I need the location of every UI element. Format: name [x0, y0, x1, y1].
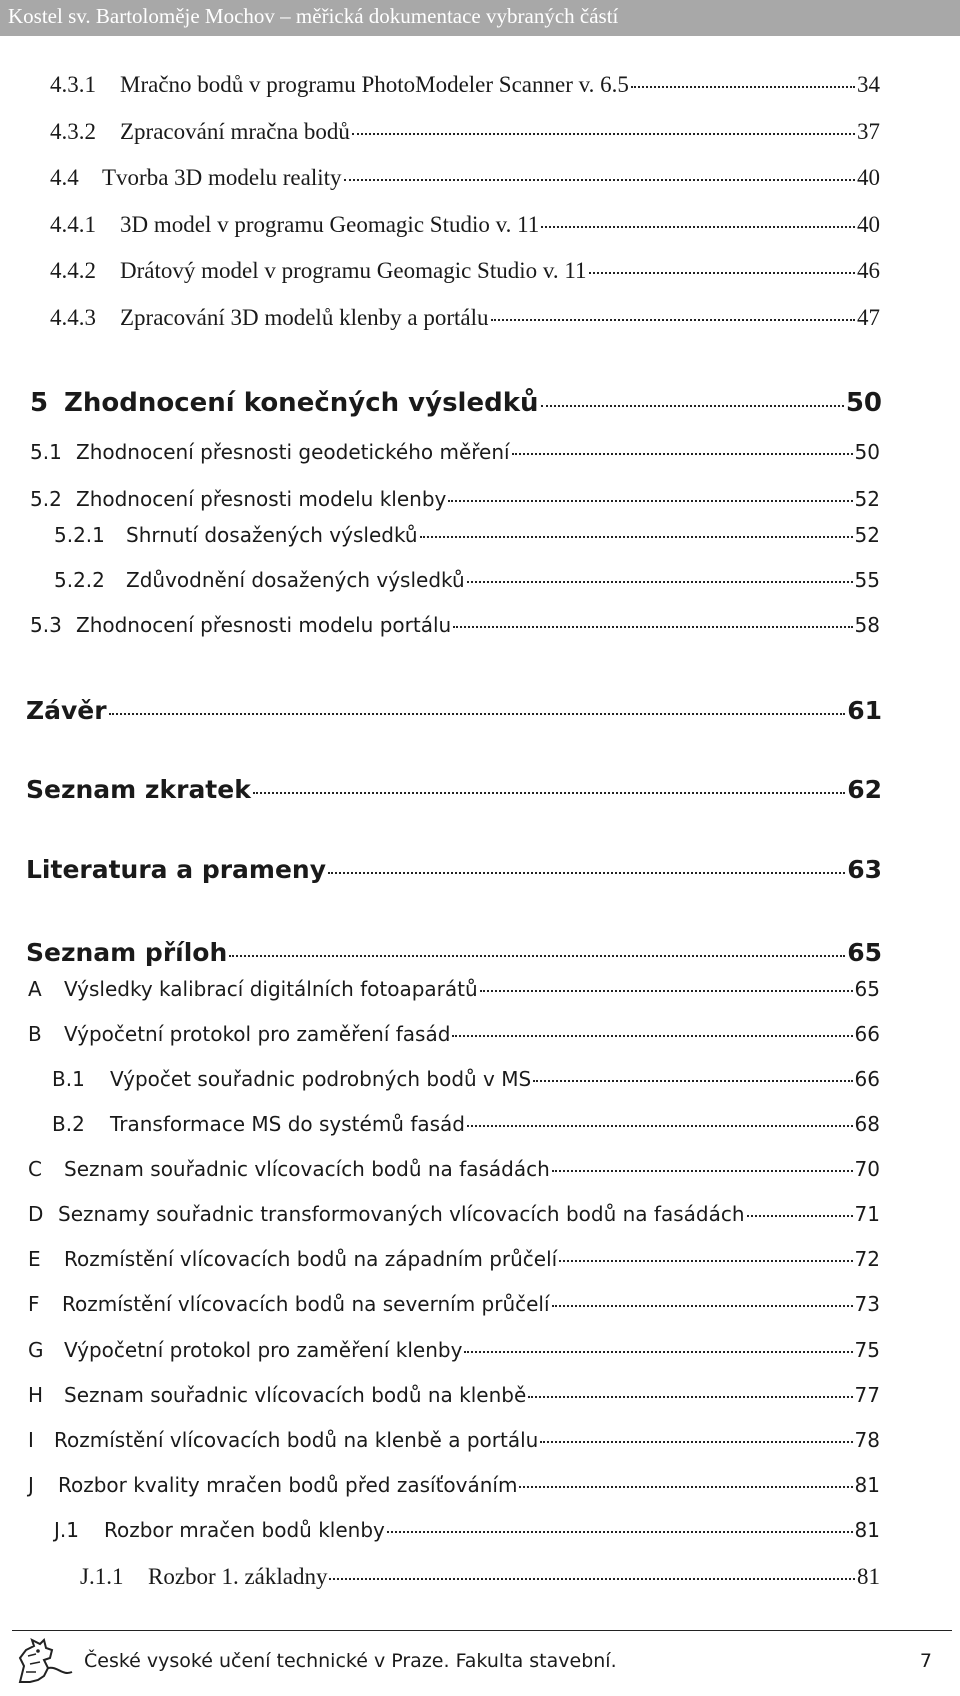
toc-entry[interactable] — [54, 570, 880, 590]
toc-entry[interactable] — [28, 1430, 880, 1450]
toc-entry[interactable] — [28, 979, 880, 999]
toc-entry-title: Zhodnocení přesnosti modelu portálu — [76, 613, 452, 637]
toc-dot-leader — [540, 1441, 852, 1443]
toc-entry-page: 65 — [854, 977, 880, 1001]
toc-entry-number: A — [28, 977, 42, 1001]
toc-chapter-entry[interactable] — [26, 777, 882, 802]
toc-entry[interactable] — [30, 615, 880, 635]
toc-entry-number: 4.4.1 — [50, 212, 96, 237]
toc-entry[interactable] — [52, 1069, 880, 1089]
toc-entry-title: Výpočet souřadnic podrobných bodů v MS — [110, 1067, 532, 1091]
toc-entry-number: 4.3.1 — [50, 72, 96, 97]
toc-entry[interactable] — [50, 259, 880, 282]
toc-chapter-entry[interactable] — [26, 857, 882, 882]
toc-entry-number: 4.4.3 — [50, 305, 96, 330]
toc-entry[interactable] — [28, 1294, 880, 1314]
toc-entry-title: Rozmístění vlícovacích bodů na severním průčelí — [62, 1292, 550, 1316]
toc-entry-page: 50 — [854, 440, 880, 464]
toc-entry-number: H — [28, 1383, 44, 1407]
toc-entry-number: 5.3 — [30, 613, 62, 637]
toc-dot-leader — [344, 179, 855, 181]
toc-entry-page: 81 — [857, 1564, 880, 1589]
toc-entry-number: D — [28, 1202, 44, 1226]
toc-entry-title: Rozmístění vlícovacích bodů na západním průčelí — [64, 1247, 558, 1271]
toc-entry-title: Seznam zkratek — [26, 775, 251, 804]
toc-entry[interactable] — [30, 442, 880, 462]
toc-dot-leader — [387, 1531, 853, 1533]
toc-entry-number: J.1 — [54, 1518, 79, 1542]
toc-entry-number: B.1 — [52, 1067, 85, 1091]
toc-dot-leader — [352, 133, 855, 135]
toc-entry-title: Seznam souřadnic vlícovacích bodů na klenbě — [64, 1383, 527, 1407]
toc-entry[interactable] — [28, 1159, 880, 1179]
toc-dot-leader — [467, 1125, 853, 1127]
toc-entry-title: Shrnutí dosažených výsledků — [126, 523, 418, 547]
toc-entry-page: 34 — [857, 72, 880, 97]
toc-entry-page: 77 — [854, 1383, 880, 1407]
toc-entry-title: Zpracování mračna bodů — [120, 119, 350, 144]
toc-dot-leader — [631, 86, 855, 88]
toc-dot-leader — [552, 1305, 853, 1307]
toc-entry-page: 37 — [857, 119, 880, 144]
toc-entry-page: 40 — [857, 212, 880, 237]
toc-entry-page: 52 — [854, 523, 880, 547]
toc-dot-leader — [533, 1080, 852, 1082]
toc-dot-leader — [541, 226, 855, 228]
toc-entry-number: J — [28, 1473, 34, 1497]
toc-entry-title: Tvorba 3D modelu reality — [102, 165, 342, 190]
toc-entry-title: Zhodnocení konečných výsledků — [64, 388, 539, 418]
toc-entry-number: I — [28, 1428, 34, 1452]
toc-dot-leader — [448, 500, 852, 502]
toc-entry-number: G — [28, 1338, 44, 1362]
toc-entry-title: Transformace MS do systémů fasád — [110, 1112, 465, 1136]
toc-entry-number: E — [28, 1247, 41, 1271]
toc-dot-leader — [512, 453, 853, 455]
toc-entry-page: 66 — [854, 1022, 880, 1046]
toc-entry[interactable] — [30, 489, 880, 509]
toc-entry-title: Rozbor kvality mračen bodů před zasíťováním — [58, 1473, 518, 1497]
toc-entry-title: Rozbor 1. základny — [148, 1564, 328, 1589]
toc-entry[interactable] — [50, 213, 880, 236]
toc-entry-title: Zhodnocení přesnosti modelu klenby — [76, 487, 447, 511]
toc-entry-page: 70 — [854, 1157, 880, 1181]
toc-entry[interactable] — [50, 306, 880, 329]
toc-dot-leader — [464, 1351, 852, 1353]
toc-entry-title: Mračno bodů v programu PhotoModeler Scanner v. 6.5 — [120, 72, 629, 97]
toc-entry-page: 61 — [847, 696, 882, 725]
toc-dot-leader — [253, 792, 845, 794]
toc-entry-page: 75 — [854, 1338, 880, 1362]
toc-entry-title: Rozbor mračen bodů klenby — [104, 1518, 385, 1542]
toc-dot-leader — [480, 990, 853, 992]
toc-entry-title: Výpočetní protokol pro zaměření fasád — [64, 1022, 451, 1046]
toc-entry-title: Zpracování 3D modelů klenby a portálu — [120, 305, 489, 330]
toc-entry[interactable] — [50, 73, 880, 96]
toc-entry-number: 5.2 — [30, 487, 62, 511]
toc-entry-title: 3D model v programu Geomagic Studio v. 11 — [120, 212, 540, 237]
toc-chapter-entry[interactable] — [26, 940, 882, 965]
toc-entry-page: 40 — [857, 165, 880, 190]
toc-entry-number: 4.4.2 — [50, 258, 96, 283]
toc-entry-number: C — [28, 1157, 42, 1181]
toc-entry-page: 50 — [845, 388, 882, 418]
toc-entry-page: 78 — [854, 1428, 880, 1452]
toc-dot-leader — [109, 713, 846, 715]
toc-chapter-entry[interactable] — [30, 390, 882, 416]
toc-entry[interactable] — [28, 1249, 880, 1269]
toc-entry-number: 5 — [30, 388, 49, 418]
toc-dot-leader — [452, 1035, 852, 1037]
toc-entry-number: F — [28, 1292, 40, 1316]
toc-dot-leader — [329, 1578, 855, 1580]
toc-entry-page: 81 — [854, 1518, 880, 1542]
toc-entry-page: 46 — [857, 258, 880, 283]
toc-entry-number: J.1.1 — [80, 1564, 124, 1589]
toc-dot-leader — [519, 1486, 852, 1488]
toc-entry[interactable] — [50, 120, 880, 143]
toc-entry-page: 68 — [854, 1112, 880, 1136]
toc-dot-leader — [528, 1396, 852, 1398]
footer-page-number: 7 — [919, 1650, 932, 1672]
toc-entry-page: 73 — [854, 1292, 880, 1316]
toc-entry-page: 62 — [847, 775, 882, 804]
toc-dot-leader — [328, 872, 845, 874]
toc-entry-title: Zhodnocení přesnosti geodetického měření — [76, 440, 510, 464]
toc-entry[interactable] — [28, 1385, 880, 1405]
toc-dot-leader — [559, 1260, 852, 1262]
toc-entry[interactable] — [28, 1475, 880, 1495]
toc-entry-page: 58 — [854, 613, 880, 637]
toc-entry-title: Rozmístění vlícovacích bodů na klenbě a portálu — [54, 1428, 539, 1452]
toc-dot-leader — [453, 626, 852, 628]
cvut-lion-logo-icon — [14, 1636, 78, 1686]
toc-dot-leader — [747, 1215, 853, 1217]
footer-divider — [12, 1630, 952, 1631]
toc-entry-title: Výpočetní protokol pro zaměření klenby — [64, 1338, 463, 1362]
toc-entry-title: Drátový model v programu Geomagic Studio v. 11 — [120, 258, 587, 283]
toc-entry-page: 81 — [854, 1473, 880, 1497]
toc-dot-leader — [229, 955, 845, 957]
toc-dot-leader — [552, 1170, 853, 1172]
toc-entry-number: 4.3.2 — [50, 119, 96, 144]
toc-entry-page: 72 — [854, 1247, 880, 1271]
toc-entry-title: Seznam příloh — [26, 938, 228, 967]
toc-entry-number: 5.1 — [30, 440, 62, 464]
footer-institution: České vysoké učení technické v Praze. Fakulta stavební. — [84, 1650, 617, 1672]
toc-entry-number: B.2 — [52, 1112, 85, 1136]
toc-entry-page: 66 — [854, 1067, 880, 1091]
toc-entry-title: Závěr — [26, 696, 107, 725]
page-header-title: Kostel sv. Bartoloměje Mochov – měřická dokumentace vybraných částí — [8, 4, 619, 28]
toc-entry-title: Seznamy souřadnic transformovaných vlícovacích bodů na fasádách — [58, 1202, 745, 1226]
toc-dot-leader — [491, 319, 855, 321]
toc-dot-leader — [467, 581, 853, 583]
toc-entry-title: Výsledky kalibrací digitálních fotoaparátů — [64, 977, 478, 1001]
toc-entry[interactable] — [80, 1565, 880, 1588]
toc-entry-page: 63 — [847, 855, 882, 884]
toc-dot-leader — [420, 536, 853, 538]
toc-dot-leader — [541, 405, 844, 407]
toc-entry-page: 47 — [857, 305, 880, 330]
toc-entry-number: B — [28, 1022, 42, 1046]
toc-entry-number: 5.2.1 — [54, 523, 105, 547]
toc-dot-leader — [589, 272, 855, 274]
toc-entry[interactable] — [28, 1340, 880, 1360]
toc-entry-number: 5.2.2 — [54, 568, 105, 592]
toc-entry-title: Literatura a prameny — [26, 855, 327, 884]
toc-entry-page: 52 — [854, 487, 880, 511]
toc-entry-page: 55 — [854, 568, 880, 592]
toc-entry[interactable] — [52, 1114, 880, 1134]
toc-entry-title: Zdůvodnění dosažených výsledků — [126, 568, 465, 592]
toc-entry[interactable] — [28, 1204, 880, 1224]
toc-entry-title: Seznam souřadnic vlícovacích bodů na fasádách — [64, 1157, 550, 1181]
toc-entry-page: 65 — [847, 938, 882, 967]
toc-entry[interactable] — [54, 525, 880, 545]
toc-entry[interactable] — [54, 1520, 880, 1540]
toc-chapter-entry[interactable] — [26, 698, 882, 723]
toc-entry-number: 4.4 — [50, 165, 79, 190]
toc-entry[interactable] — [28, 1024, 880, 1044]
toc-entry[interactable] — [50, 166, 880, 189]
toc-entry-page: 71 — [854, 1202, 880, 1226]
